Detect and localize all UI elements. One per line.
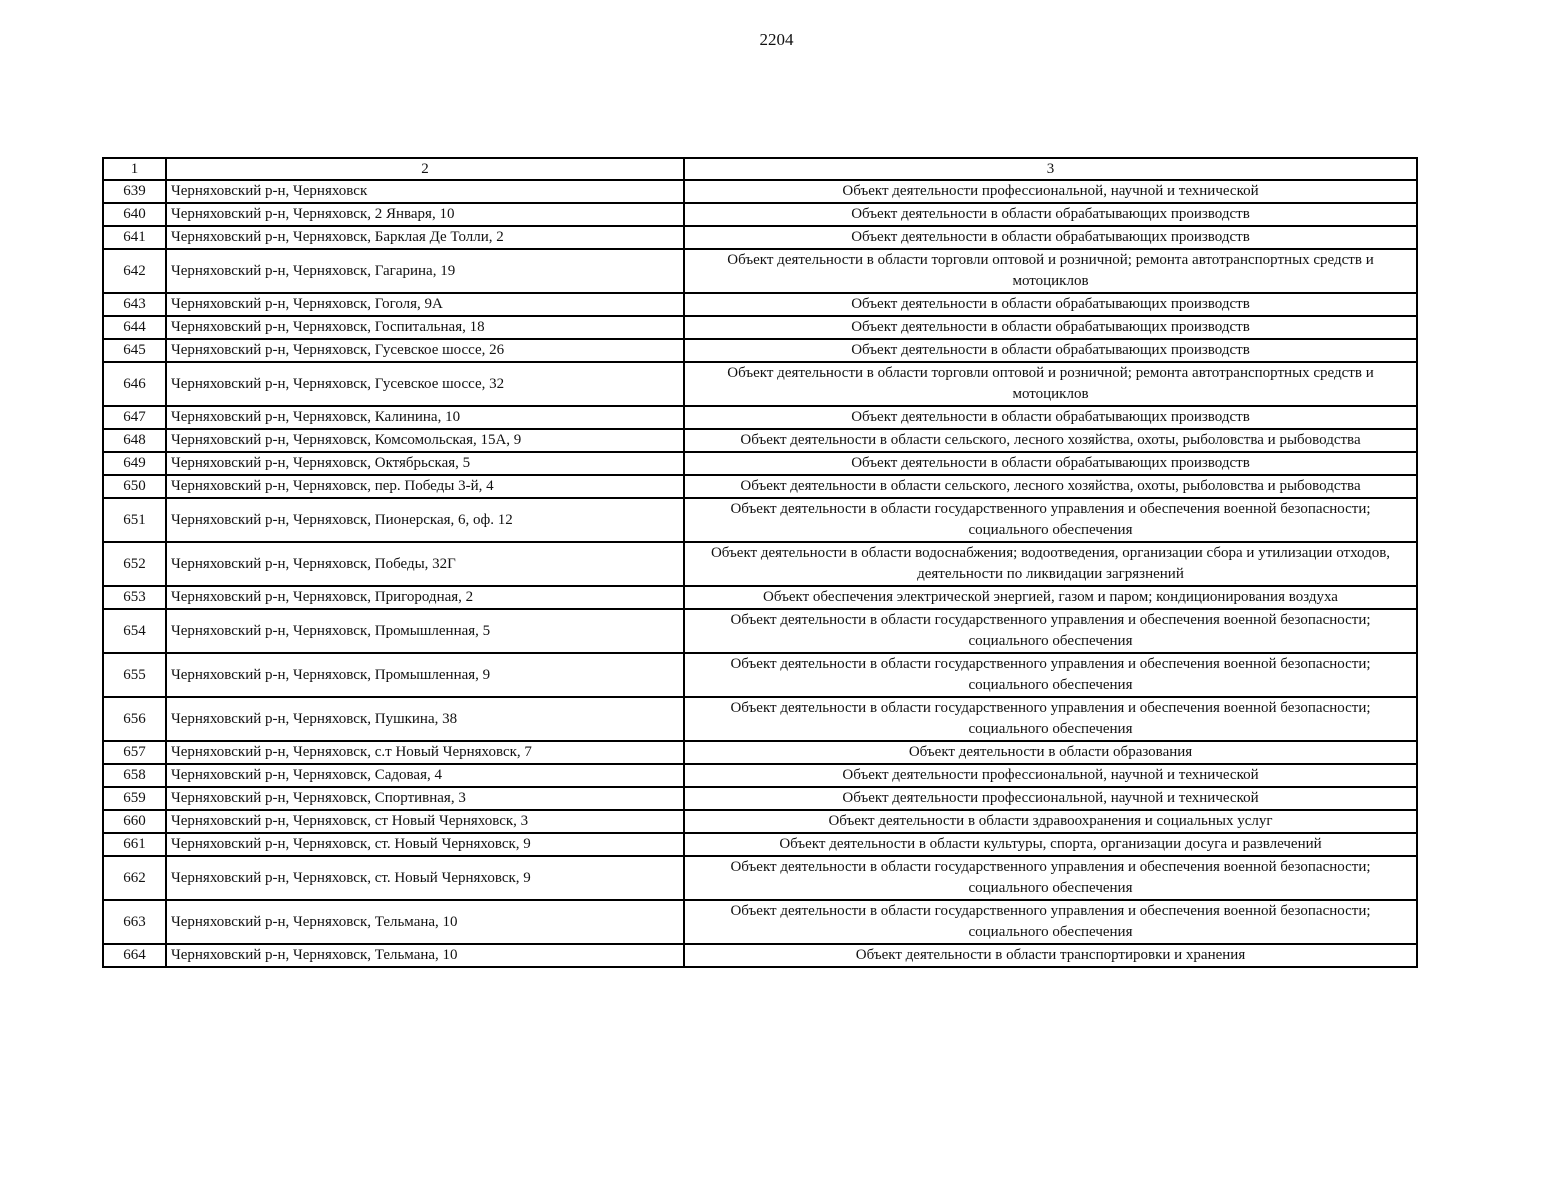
row-number-cell: 651 xyxy=(103,498,166,542)
address-cell: Черняховский р-н, Черняховск, Гусевское шоссе, 26 xyxy=(166,339,684,362)
table-row xyxy=(103,900,1417,944)
address-cell: Черняховский р-н, Черняховск, ст. Новый Черняховск, 9 xyxy=(166,833,684,856)
object-type-cell: Объект деятельности в области водоснабжения; водоотведения, организации сбора и утилизации отходов, деятельности по ликвидации загрязнений xyxy=(684,542,1417,586)
table-row xyxy=(103,810,1417,833)
row-number-cell: 659 xyxy=(103,787,166,810)
table-row xyxy=(103,833,1417,856)
object-type-cell: Объект деятельности в области обрабатывающих производств xyxy=(684,406,1417,429)
table-row xyxy=(103,609,1417,653)
table-row xyxy=(103,429,1417,452)
address-cell: Черняховский р-н, Черняховск, 2 Января, 10 xyxy=(166,203,684,226)
address-cell: Черняховский р-н, Черняховск, Гагарина, 19 xyxy=(166,249,684,293)
address-cell: Черняховский р-н, Черняховск, Победы, 32Г xyxy=(166,542,684,586)
object-type-cell: Объект деятельности профессиональной, научной и технической xyxy=(684,787,1417,810)
row-number-cell: 652 xyxy=(103,542,166,586)
object-type-cell: Объект деятельности в области сельского, лесного хозяйства, охоты, рыболовства и рыбоводства xyxy=(684,429,1417,452)
object-type-cell: Объект деятельности в области сельского, лесного хозяйства, охоты, рыболовства и рыбоводства xyxy=(684,475,1417,498)
table-row xyxy=(103,180,1417,203)
row-number-cell: 658 xyxy=(103,764,166,787)
row-number-cell: 645 xyxy=(103,339,166,362)
row-number-cell: 656 xyxy=(103,697,166,741)
address-cell: Черняховский р-н, Черняховск, с.т Новый Черняховск, 7 xyxy=(166,741,684,764)
page-number: 2204 xyxy=(759,30,794,49)
row-number-cell: 646 xyxy=(103,362,166,406)
object-type-cell: Объект деятельности в области культуры, спорта, организации досуга и развлечений xyxy=(684,833,1417,856)
table-row xyxy=(103,452,1417,475)
address-cell: Черняховский р-н, Черняховск, пер. Победы 3-й, 4 xyxy=(166,475,684,498)
object-type-cell: Объект деятельности в области обрабатывающих производств xyxy=(684,293,1417,316)
table-row xyxy=(103,741,1417,764)
address-cell: Черняховский р-н, Черняховск, Пионерская, 6, оф. 12 xyxy=(166,498,684,542)
address-cell: Черняховский р-н, Черняховск, Тельмана, 10 xyxy=(166,900,684,944)
table-row xyxy=(103,293,1417,316)
table-row xyxy=(103,787,1417,810)
row-number-cell: 642 xyxy=(103,249,166,293)
object-type-cell: Объект деятельности в области обрабатывающих производств xyxy=(684,339,1417,362)
object-type-cell: Объект деятельности в области государственного управления и обеспечения военной безопасности; социального обеспечения xyxy=(684,697,1417,741)
header-cell-3: 3 xyxy=(684,158,1417,180)
table-row xyxy=(103,542,1417,586)
table-row xyxy=(103,586,1417,609)
row-number-cell: 657 xyxy=(103,741,166,764)
table-row xyxy=(103,653,1417,697)
row-number-cell: 660 xyxy=(103,810,166,833)
row-number-cell: 644 xyxy=(103,316,166,339)
registry-table xyxy=(102,157,1418,968)
table-row xyxy=(103,856,1417,900)
table-row xyxy=(103,203,1417,226)
address-cell: Черняховский р-н, Черняховск, Тельмана, 10 xyxy=(166,944,684,967)
table-row xyxy=(103,944,1417,967)
address-cell: Черняховский р-н, Черняховск, Промышленная, 5 xyxy=(166,609,684,653)
object-type-cell: Объект деятельности в области обрабатывающих производств xyxy=(684,203,1417,226)
header-cell-2: 2 xyxy=(166,158,684,180)
object-type-cell: Объект деятельности в области государственного управления и обеспечения военной безопасности; социального обеспечения xyxy=(684,609,1417,653)
table-row xyxy=(103,697,1417,741)
address-cell: Черняховский р-н, Черняховск, Барклая Де Толли, 2 xyxy=(166,226,684,249)
table-row xyxy=(103,498,1417,542)
object-type-cell: Объект деятельности в области образования xyxy=(684,741,1417,764)
address-cell: Черняховский р-н, Черняховск, Госпитальная, 18 xyxy=(166,316,684,339)
row-number-cell: 650 xyxy=(103,475,166,498)
table-row xyxy=(103,475,1417,498)
table-row xyxy=(103,249,1417,293)
row-number-cell: 648 xyxy=(103,429,166,452)
row-number-cell: 649 xyxy=(103,452,166,475)
address-cell: Черняховский р-н, Черняховск xyxy=(166,180,684,203)
address-cell: Черняховский р-н, Черняховск, Пушкина, 38 xyxy=(166,697,684,741)
object-type-cell: Объект деятельности в области обрабатывающих производств xyxy=(684,316,1417,339)
address-cell: Черняховский р-н, Черняховск, Спортивная, 3 xyxy=(166,787,684,810)
table-row xyxy=(103,226,1417,249)
row-number-cell: 664 xyxy=(103,944,166,967)
object-type-cell: Объект деятельности в области обрабатывающих производств xyxy=(684,226,1417,249)
object-type-cell: Объект деятельности профессиональной, научной и технической xyxy=(684,764,1417,787)
row-number-cell: 639 xyxy=(103,180,166,203)
address-cell: Черняховский р-н, Черняховск, Гоголя, 9А xyxy=(166,293,684,316)
registry-table-body xyxy=(103,158,1417,967)
object-type-cell: Объект деятельности в области транспортировки и хранения xyxy=(684,944,1417,967)
address-cell: Черняховский р-н, Черняховск, ст Новый Черняховск, 3 xyxy=(166,810,684,833)
object-type-cell: Объект деятельности в области государственного управления и обеспечения военной безопасности; социального обеспечения xyxy=(684,498,1417,542)
row-number-cell: 647 xyxy=(103,406,166,429)
table-header-row xyxy=(103,158,1417,180)
address-cell: Черняховский р-н, Черняховск, Пригородная, 2 xyxy=(166,586,684,609)
row-number-cell: 663 xyxy=(103,900,166,944)
row-number-cell: 661 xyxy=(103,833,166,856)
table-row xyxy=(103,339,1417,362)
address-cell: Черняховский р-н, Черняховск, Гусевское шоссе, 32 xyxy=(166,362,684,406)
row-number-cell: 643 xyxy=(103,293,166,316)
address-cell: Черняховский р-н, Черняховск, Октябрьская, 5 xyxy=(166,452,684,475)
object-type-cell: Объект деятельности в области обрабатывающих производств xyxy=(684,452,1417,475)
row-number-cell: 655 xyxy=(103,653,166,697)
table-row xyxy=(103,764,1417,787)
row-number-cell: 662 xyxy=(103,856,166,900)
row-number-cell: 640 xyxy=(103,203,166,226)
table-row xyxy=(103,362,1417,406)
object-type-cell: Объект деятельности в области государственного управления и обеспечения военной безопасности; социального обеспечения xyxy=(684,900,1417,944)
table-row xyxy=(103,406,1417,429)
object-type-cell: Объект обеспечения электрической энергией, газом и паром; кондиционирования воздуха xyxy=(684,586,1417,609)
object-type-cell: Объект деятельности в области здравоохранения и социальных услуг xyxy=(684,810,1417,833)
object-type-cell: Объект деятельности в области торговли оптовой и розничной; ремонта автотранспортных средств и мотоциклов xyxy=(684,362,1417,406)
row-number-cell: 641 xyxy=(103,226,166,249)
address-cell: Черняховский р-н, Черняховск, Промышленная, 9 xyxy=(166,653,684,697)
object-type-cell: Объект деятельности в области государственного управления и обеспечения военной безопасности; социального обеспечения xyxy=(684,653,1417,697)
address-cell: Черняховский р-н, Черняховск, Комсомольская, 15А, 9 xyxy=(166,429,684,452)
object-type-cell: Объект деятельности в области торговли оптовой и розничной; ремонта автотранспортных средств и мотоциклов xyxy=(684,249,1417,293)
row-number-cell: 654 xyxy=(103,609,166,653)
address-cell: Черняховский р-н, Черняховск, Калинина, 10 xyxy=(166,406,684,429)
table-row xyxy=(103,316,1417,339)
object-type-cell: Объект деятельности в области государственного управления и обеспечения военной безопасности; социального обеспечения xyxy=(684,856,1417,900)
address-cell: Черняховский р-н, Черняховск, ст. Новый Черняховск, 9 xyxy=(166,856,684,900)
header-cell-1: 1 xyxy=(103,158,166,180)
object-type-cell: Объект деятельности профессиональной, научной и технической xyxy=(684,180,1417,203)
row-number-cell: 653 xyxy=(103,586,166,609)
address-cell: Черняховский р-н, Черняховск, Садовая, 4 xyxy=(166,764,684,787)
